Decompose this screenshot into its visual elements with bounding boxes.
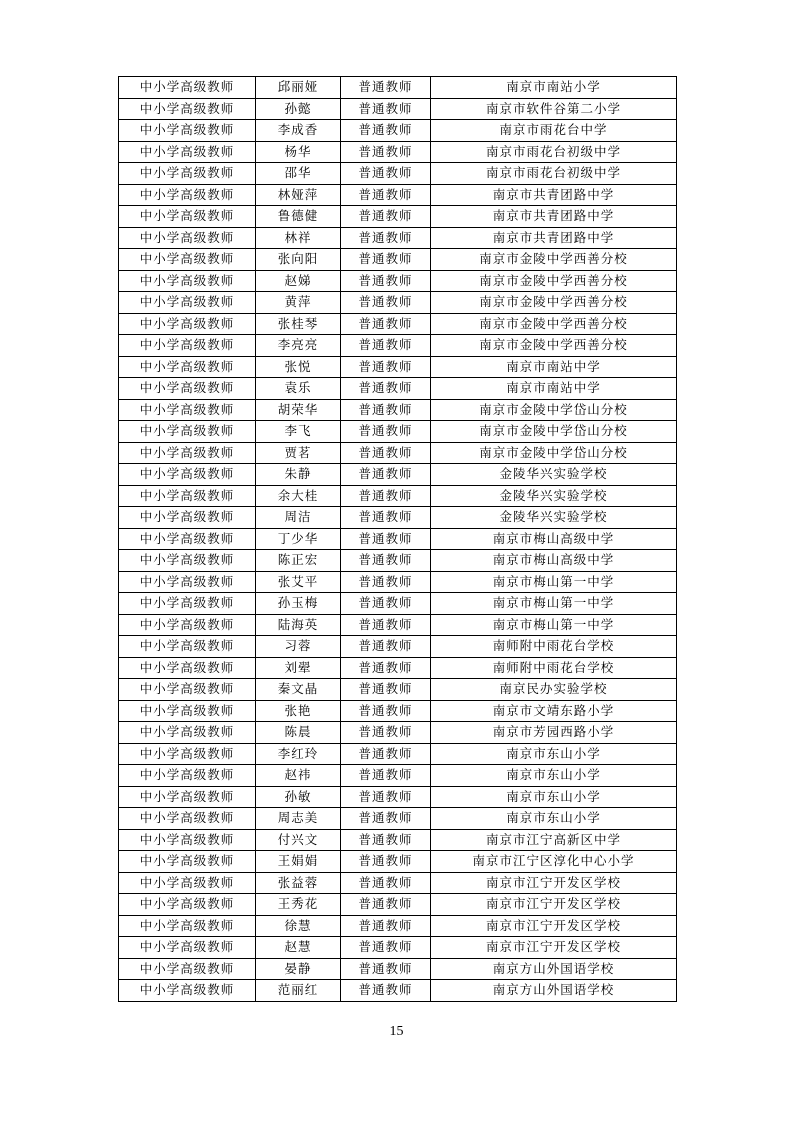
cell-name: 习蓉	[256, 636, 341, 658]
cell-name: 朱静	[256, 464, 341, 486]
cell-title: 中小学高级教师	[119, 937, 256, 959]
cell-name: 余大桂	[256, 485, 341, 507]
cell-title: 中小学高级教师	[119, 765, 256, 787]
cell-title: 中小学高级教师	[119, 614, 256, 636]
cell-name: 陆海英	[256, 614, 341, 636]
cell-title: 中小学高级教师	[119, 808, 256, 830]
table-row	[119, 829, 677, 851]
cell-position: 普通教师	[341, 700, 431, 722]
cell-school: 南京市雨花台初级中学	[431, 141, 677, 163]
cell-position: 普通教师	[341, 829, 431, 851]
cell-position: 普通教师	[341, 313, 431, 335]
cell-position: 普通教师	[341, 808, 431, 830]
table-row	[119, 249, 677, 271]
cell-school: 南师附中雨花台学校	[431, 657, 677, 679]
table-row	[119, 980, 677, 1002]
cell-position: 普通教师	[341, 743, 431, 765]
cell-title: 中小学高级教师	[119, 313, 256, 335]
cell-name: 晏静	[256, 958, 341, 980]
cell-title: 中小学高级教师	[119, 636, 256, 658]
cell-school: 南京市金陵中学西善分校	[431, 292, 677, 314]
table-row	[119, 765, 677, 787]
cell-school: 南京市金陵中学岱山分校	[431, 421, 677, 443]
cell-school: 南京市江宁开发区学校	[431, 894, 677, 916]
cell-position: 普通教师	[341, 872, 431, 894]
table-row	[119, 485, 677, 507]
cell-name: 袁乐	[256, 378, 341, 400]
cell-position: 普通教师	[341, 464, 431, 486]
cell-title: 中小学高级教师	[119, 292, 256, 314]
table-row	[119, 270, 677, 292]
table-row	[119, 421, 677, 443]
table-row	[119, 378, 677, 400]
cell-name: 邵华	[256, 163, 341, 185]
teacher-table-body	[119, 77, 677, 1002]
table-row	[119, 335, 677, 357]
cell-position: 普通教师	[341, 937, 431, 959]
cell-position: 普通教师	[341, 292, 431, 314]
cell-name: 孙懿	[256, 98, 341, 120]
cell-title: 中小学高级教师	[119, 657, 256, 679]
cell-school: 南京市金陵中学西善分校	[431, 335, 677, 357]
table-row	[119, 399, 677, 421]
cell-position: 普通教师	[341, 980, 431, 1002]
cell-title: 中小学高级教师	[119, 206, 256, 228]
cell-title: 中小学高级教师	[119, 722, 256, 744]
cell-name: 周志美	[256, 808, 341, 830]
table-row	[119, 98, 677, 120]
table-row	[119, 894, 677, 916]
cell-title: 中小学高级教师	[119, 378, 256, 400]
table-row	[119, 571, 677, 593]
cell-school: 南京市东山小学	[431, 786, 677, 808]
cell-name: 张向阳	[256, 249, 341, 271]
cell-name: 赵娣	[256, 270, 341, 292]
cell-position: 普通教师	[341, 507, 431, 529]
cell-position: 普通教师	[341, 356, 431, 378]
cell-position: 普通教师	[341, 206, 431, 228]
cell-position: 普通教师	[341, 571, 431, 593]
cell-title: 中小学高级教师	[119, 249, 256, 271]
cell-name: 胡荣华	[256, 399, 341, 421]
cell-school: 南京市金陵中学西善分校	[431, 270, 677, 292]
cell-name: 贾茗	[256, 442, 341, 464]
cell-school: 南京市南站小学	[431, 77, 677, 99]
cell-name: 周洁	[256, 507, 341, 529]
cell-position: 普通教师	[341, 335, 431, 357]
cell-position: 普通教师	[341, 270, 431, 292]
cell-position: 普通教师	[341, 141, 431, 163]
cell-school: 南京市江宁区淳化中心小学	[431, 851, 677, 873]
page-number: 15	[389, 1024, 404, 1039]
table-row	[119, 851, 677, 873]
cell-position: 普通教师	[341, 120, 431, 142]
cell-school: 南京市共青团路中学	[431, 184, 677, 206]
cell-position: 普通教师	[341, 249, 431, 271]
cell-school: 南京市芳园西路小学	[431, 722, 677, 744]
cell-school: 金陵华兴实验学校	[431, 485, 677, 507]
cell-name: 范丽红	[256, 980, 341, 1002]
cell-name: 陈正宏	[256, 550, 341, 572]
cell-title: 中小学高级教师	[119, 894, 256, 916]
cell-school: 南京市东山小学	[431, 765, 677, 787]
cell-title: 中小学高级教师	[119, 958, 256, 980]
cell-name: 徐慧	[256, 915, 341, 937]
cell-school: 南京市梅山高级中学	[431, 550, 677, 572]
table-row	[119, 442, 677, 464]
table-row	[119, 141, 677, 163]
cell-title: 中小学高级教师	[119, 485, 256, 507]
cell-title: 中小学高级教师	[119, 120, 256, 142]
table-row	[119, 313, 677, 335]
cell-name: 林娅萍	[256, 184, 341, 206]
cell-name: 赵慧	[256, 937, 341, 959]
table-row	[119, 743, 677, 765]
teacher-roster-table	[118, 76, 677, 1002]
cell-position: 普通教师	[341, 442, 431, 464]
cell-name: 王秀花	[256, 894, 341, 916]
table-row	[119, 163, 677, 185]
table-row	[119, 872, 677, 894]
cell-position: 普通教师	[341, 485, 431, 507]
table-row	[119, 657, 677, 679]
cell-name: 邱丽娅	[256, 77, 341, 99]
cell-title: 中小学高级教师	[119, 980, 256, 1002]
table-row	[119, 915, 677, 937]
cell-name: 秦文晶	[256, 679, 341, 701]
cell-name: 张悦	[256, 356, 341, 378]
cell-position: 普通教师	[341, 765, 431, 787]
cell-name: 孙玉梅	[256, 593, 341, 615]
table-row	[119, 206, 677, 228]
cell-title: 中小学高级教师	[119, 786, 256, 808]
cell-title: 中小学高级教师	[119, 872, 256, 894]
cell-title: 中小学高级教师	[119, 679, 256, 701]
cell-school: 南京市江宁开发区学校	[431, 872, 677, 894]
cell-position: 普通教师	[341, 894, 431, 916]
cell-school: 南京市南站中学	[431, 378, 677, 400]
cell-name: 孙敏	[256, 786, 341, 808]
cell-name: 刘翚	[256, 657, 341, 679]
table-row	[119, 507, 677, 529]
cell-title: 中小学高级教师	[119, 163, 256, 185]
cell-title: 中小学高级教师	[119, 399, 256, 421]
cell-position: 普通教师	[341, 722, 431, 744]
table-row	[119, 464, 677, 486]
cell-title: 中小学高级教师	[119, 700, 256, 722]
table-row	[119, 722, 677, 744]
cell-position: 普通教师	[341, 636, 431, 658]
cell-title: 中小学高级教师	[119, 743, 256, 765]
cell-position: 普通教师	[341, 657, 431, 679]
cell-title: 中小学高级教师	[119, 464, 256, 486]
cell-name: 李飞	[256, 421, 341, 443]
cell-school: 南京市南站中学	[431, 356, 677, 378]
cell-school: 南京市雨花台初级中学	[431, 163, 677, 185]
cell-name: 张桂琴	[256, 313, 341, 335]
cell-school: 金陵华兴实验学校	[431, 507, 677, 529]
cell-position: 普通教师	[341, 528, 431, 550]
cell-school: 南京市金陵中学西善分校	[431, 313, 677, 335]
cell-school: 南京市雨花台中学	[431, 120, 677, 142]
cell-school: 南京市金陵中学岱山分校	[431, 442, 677, 464]
cell-title: 中小学高级教师	[119, 356, 256, 378]
table-row	[119, 184, 677, 206]
cell-school: 南京方山外国语学校	[431, 958, 677, 980]
cell-title: 中小学高级教师	[119, 270, 256, 292]
table-row	[119, 356, 677, 378]
cell-school: 南京市金陵中学岱山分校	[431, 399, 677, 421]
cell-title: 中小学高级教师	[119, 550, 256, 572]
cell-school: 南京民办实验学校	[431, 679, 677, 701]
cell-name: 付兴文	[256, 829, 341, 851]
cell-position: 普通教师	[341, 915, 431, 937]
cell-school: 南京方山外国语学校	[431, 980, 677, 1002]
cell-school: 南京市梅山第一中学	[431, 614, 677, 636]
cell-position: 普通教师	[341, 421, 431, 443]
cell-position: 普通教师	[341, 163, 431, 185]
table-row	[119, 227, 677, 249]
cell-school: 南京市江宁高新区中学	[431, 829, 677, 851]
cell-position: 普通教师	[341, 679, 431, 701]
cell-name: 李亮亮	[256, 335, 341, 357]
cell-position: 普通教师	[341, 77, 431, 99]
cell-title: 中小学高级教师	[119, 507, 256, 529]
cell-title: 中小学高级教师	[119, 77, 256, 99]
cell-title: 中小学高级教师	[119, 442, 256, 464]
cell-title: 中小学高级教师	[119, 829, 256, 851]
table-row	[119, 958, 677, 980]
table-row	[119, 937, 677, 959]
cell-title: 中小学高级教师	[119, 421, 256, 443]
cell-name: 张艳	[256, 700, 341, 722]
table-row	[119, 679, 677, 701]
cell-title: 中小学高级教师	[119, 571, 256, 593]
table-row	[119, 292, 677, 314]
cell-title: 中小学高级教师	[119, 593, 256, 615]
cell-name: 杨华	[256, 141, 341, 163]
cell-name: 李成香	[256, 120, 341, 142]
cell-title: 中小学高级教师	[119, 227, 256, 249]
cell-position: 普通教师	[341, 184, 431, 206]
cell-school: 南京市梅山第一中学	[431, 571, 677, 593]
cell-name: 李红玲	[256, 743, 341, 765]
cell-school: 南京市文靖东路小学	[431, 700, 677, 722]
cell-title: 中小学高级教师	[119, 915, 256, 937]
cell-school: 南京市梅山第一中学	[431, 593, 677, 615]
cell-name: 王娟娟	[256, 851, 341, 873]
cell-title: 中小学高级教师	[119, 528, 256, 550]
cell-name: 林祥	[256, 227, 341, 249]
cell-position: 普通教师	[341, 399, 431, 421]
cell-name: 黄萍	[256, 292, 341, 314]
table-row	[119, 808, 677, 830]
cell-school: 南京市江宁开发区学校	[431, 915, 677, 937]
cell-school: 南京市江宁开发区学校	[431, 937, 677, 959]
table-row	[119, 550, 677, 572]
table-row	[119, 614, 677, 636]
cell-school: 南京市东山小学	[431, 743, 677, 765]
cell-name: 赵祎	[256, 765, 341, 787]
cell-position: 普通教师	[341, 550, 431, 572]
cell-title: 中小学高级教师	[119, 851, 256, 873]
cell-position: 普通教师	[341, 614, 431, 636]
cell-school: 南京市金陵中学西善分校	[431, 249, 677, 271]
cell-title: 中小学高级教师	[119, 184, 256, 206]
table-row	[119, 120, 677, 142]
table-row	[119, 700, 677, 722]
table-row	[119, 593, 677, 615]
table-row	[119, 786, 677, 808]
table-row	[119, 77, 677, 99]
cell-school: 南京市共青团路中学	[431, 227, 677, 249]
cell-name: 张艾平	[256, 571, 341, 593]
cell-school: 南京市共青团路中学	[431, 206, 677, 228]
table-row	[119, 528, 677, 550]
cell-name: 陈晨	[256, 722, 341, 744]
cell-title: 中小学高级教师	[119, 335, 256, 357]
cell-name: 鲁德健	[256, 206, 341, 228]
cell-title: 中小学高级教师	[119, 98, 256, 120]
cell-name: 丁少华	[256, 528, 341, 550]
cell-title: 中小学高级教师	[119, 141, 256, 163]
cell-school: 南京市梅山高级中学	[431, 528, 677, 550]
cell-name: 张益蓉	[256, 872, 341, 894]
cell-position: 普通教师	[341, 227, 431, 249]
cell-position: 普通教师	[341, 958, 431, 980]
cell-position: 普通教师	[341, 593, 431, 615]
cell-school: 南师附中雨花台学校	[431, 636, 677, 658]
cell-position: 普通教师	[341, 851, 431, 873]
cell-position: 普通教师	[341, 378, 431, 400]
table-row	[119, 636, 677, 658]
cell-school: 金陵华兴实验学校	[431, 464, 677, 486]
cell-school: 南京市软件谷第二小学	[431, 98, 677, 120]
cell-position: 普通教师	[341, 786, 431, 808]
cell-position: 普通教师	[341, 98, 431, 120]
cell-school: 南京市东山小学	[431, 808, 677, 830]
